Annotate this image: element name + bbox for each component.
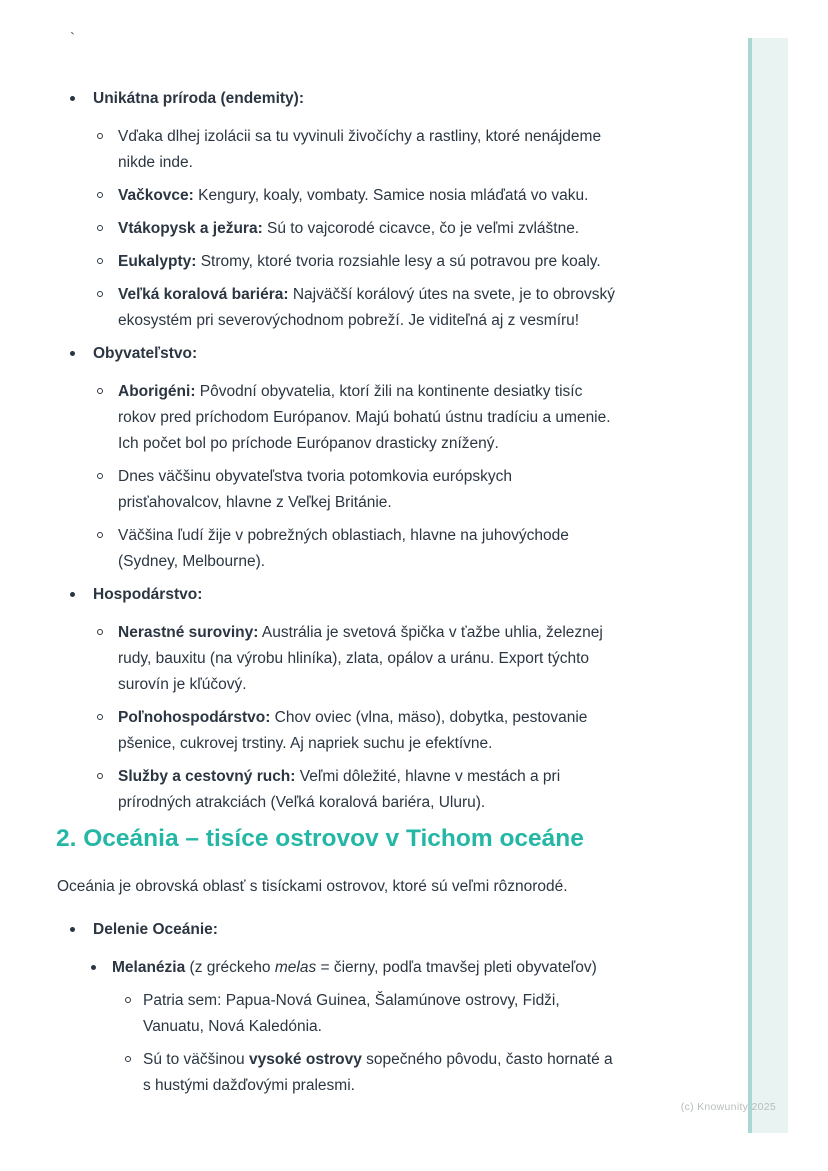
bullet-circle-icon [97,773,103,779]
text-segment: Služby a cestovný ruch: [118,768,296,785]
bullet-circle-icon [97,192,103,198]
list-item [0,216,748,242]
intro-paragraph: Oceánia je obrovská oblasť s tisíckami ostrovov, ktoré sú veľmi rôznorodé. [57,878,568,895]
text-segment: Vďaka dlhej izolácii sa tu vyvinuli živočíchy a rastliny, ktoré nenájdeme nikde inde. [118,128,602,171]
page-edge-stripe [748,38,788,1133]
text-segment: Veľmi dôležité, hlavne v mestách a pri prírodných atrakciách (Veľká koralová bariéra, Uluru). [118,768,561,811]
bullet-disc-icon [70,927,75,932]
bullet-circle-icon [97,532,103,538]
list-item-text [143,988,748,1040]
text-segment: Obyvateľstvo: [93,345,198,362]
bullet-disc-icon [91,965,96,970]
list-item-text [118,379,748,457]
list-item-text [118,705,748,757]
text-segment: Kengury, koaly, vombaty. Samice nosia mláďatá vo vaku. [193,187,589,204]
list-item [0,1047,748,1099]
bullet-circle-icon [97,291,103,297]
sub-list [0,988,748,1099]
bullet-circle-icon [97,258,103,264]
bullet-disc-icon [70,96,75,101]
list-item [0,705,748,757]
text-segment: Vačkovce: [118,187,194,204]
list-item-text [93,86,748,112]
bullet-list [0,86,748,816]
notes-content [0,86,748,1106]
text-segment: Väčšina ľudí žije v pobrežných oblastiach, hlavne na juhovýchode (Sydney, Melbourne). [118,527,569,570]
sub-list [0,955,748,1099]
text-segment: Poľnohospodárstvo: [118,709,271,726]
bullet-list [0,917,748,1099]
section-heading: 2. Oceánia – tisíce ostrovov v Tichom oceáne [56,825,584,852]
list-item-text [118,523,748,575]
text-segment: Dnes väčšinu obyvateľstva tvoria potomkovia európskych prisťahovalcov, hlavne z Veľkej Británie. [118,468,512,511]
list-item-text [112,955,748,981]
text-segment: Patria sem: Papua-Nová Guinea, Šalamúnove ostrovy, Fidži, Vanuatu, Nová Kaledónia. [143,992,560,1035]
list-item [0,282,748,334]
text-segment: sopečného pôvodu, často hornaté a s hustými dažďovými pralesmi. [143,1051,613,1094]
sub-list [0,379,748,575]
copyright-note: (c) Knowunity 2025 [680,1101,776,1113]
list-item [0,183,748,209]
bullet-circle-icon [97,388,103,394]
text-segment: (z gréckeho [185,959,275,976]
text-segment: Veľká koralová bariéra: [118,286,289,303]
sub-list [0,124,748,334]
bullet-disc-icon [70,592,75,597]
list-item [0,124,748,176]
list-item-text [93,341,748,367]
list-item-text [118,124,748,176]
text-segment: Nerastné suroviny: [118,624,259,641]
text-segment: Chov oviec (vlna, mäso), dobytka, pestovanie pšenice, cukrovej trstiny. Aj napriek suchu je efektívne. [118,709,588,752]
list-item [0,341,748,367]
bullet-circle-icon [97,714,103,720]
text-segment: Hospodárstvo: [93,586,203,603]
text-segment: Austrália je svetová špička v ťažbe uhlia, železnej rudy, bauxitu (na výrobu hliníka), zlata, opálov a uránu. Export týchto surovín je kľúčový. [118,624,603,693]
list-item-text [118,183,748,209]
text-segment: Melanézia [112,959,186,976]
text-segment: Sú to väčšinou [143,1051,249,1068]
text-segment: Sú to vajcorodé cicavce, čo je veľmi zvláštne. [262,220,580,237]
list-item [0,523,748,575]
bullet-circle-icon [97,133,103,139]
text-segment: Unikátna príroda (endemity): [93,90,304,107]
list-item-text [93,582,748,608]
list-item [0,988,748,1040]
list-item [0,379,748,457]
list-item-text [118,464,748,516]
bullet-circle-icon [97,225,103,231]
list-item [0,764,748,816]
bullet-disc-icon [70,351,75,356]
list-item-text [93,917,748,943]
list-item [0,917,748,943]
text-segment: = čierny, podľa tmavšej pleti obyvateľov) [316,959,597,976]
text-segment: Aborigéni: [118,383,196,400]
text-segment: melas [274,959,317,976]
sub-list [0,620,748,816]
list-item [0,86,748,112]
text-segment: Stromy, ktoré tvoria rozsiahle lesy a sú potravou pre koaly. [196,253,601,270]
bullet-circle-icon [125,997,131,1003]
list-item-text [118,620,748,698]
text-segment: Eukalypty: [118,253,197,270]
list-item [0,464,748,516]
bullet-circle-icon [125,1056,131,1062]
list-item-text [118,282,748,334]
text-segment: vysoké ostrovy [248,1051,362,1068]
text-segment: Pôvodní obyvatelia, ktorí žili na kontinente desiatky tisíc rokov pred príchodom Európanov. Majú bohatú ústnu tradíciu a umenie. Ich počet bol po príchode Európanov drasticky znížený. [118,383,611,452]
bullet-circle-icon [97,473,103,479]
list-item [0,955,748,981]
list-item-text [118,216,748,242]
bullet-circle-icon [97,629,103,635]
list-item-text [143,1047,748,1099]
text-segment: Vtákopysk a ježura: [118,220,263,237]
list-item [0,620,748,698]
text-segment: Najväčší korálový útes na svete, je to obrovský ekosystém pri severovýchodnom pobreží. Je viditeľná aj z vesmíru! [118,286,616,329]
list-item-text [118,764,748,816]
stray-character: ` [70,30,75,47]
list-item [0,582,748,608]
list-item [0,249,748,275]
list-item-text [118,249,748,275]
text-segment: Delenie Oceánie: [93,921,218,938]
